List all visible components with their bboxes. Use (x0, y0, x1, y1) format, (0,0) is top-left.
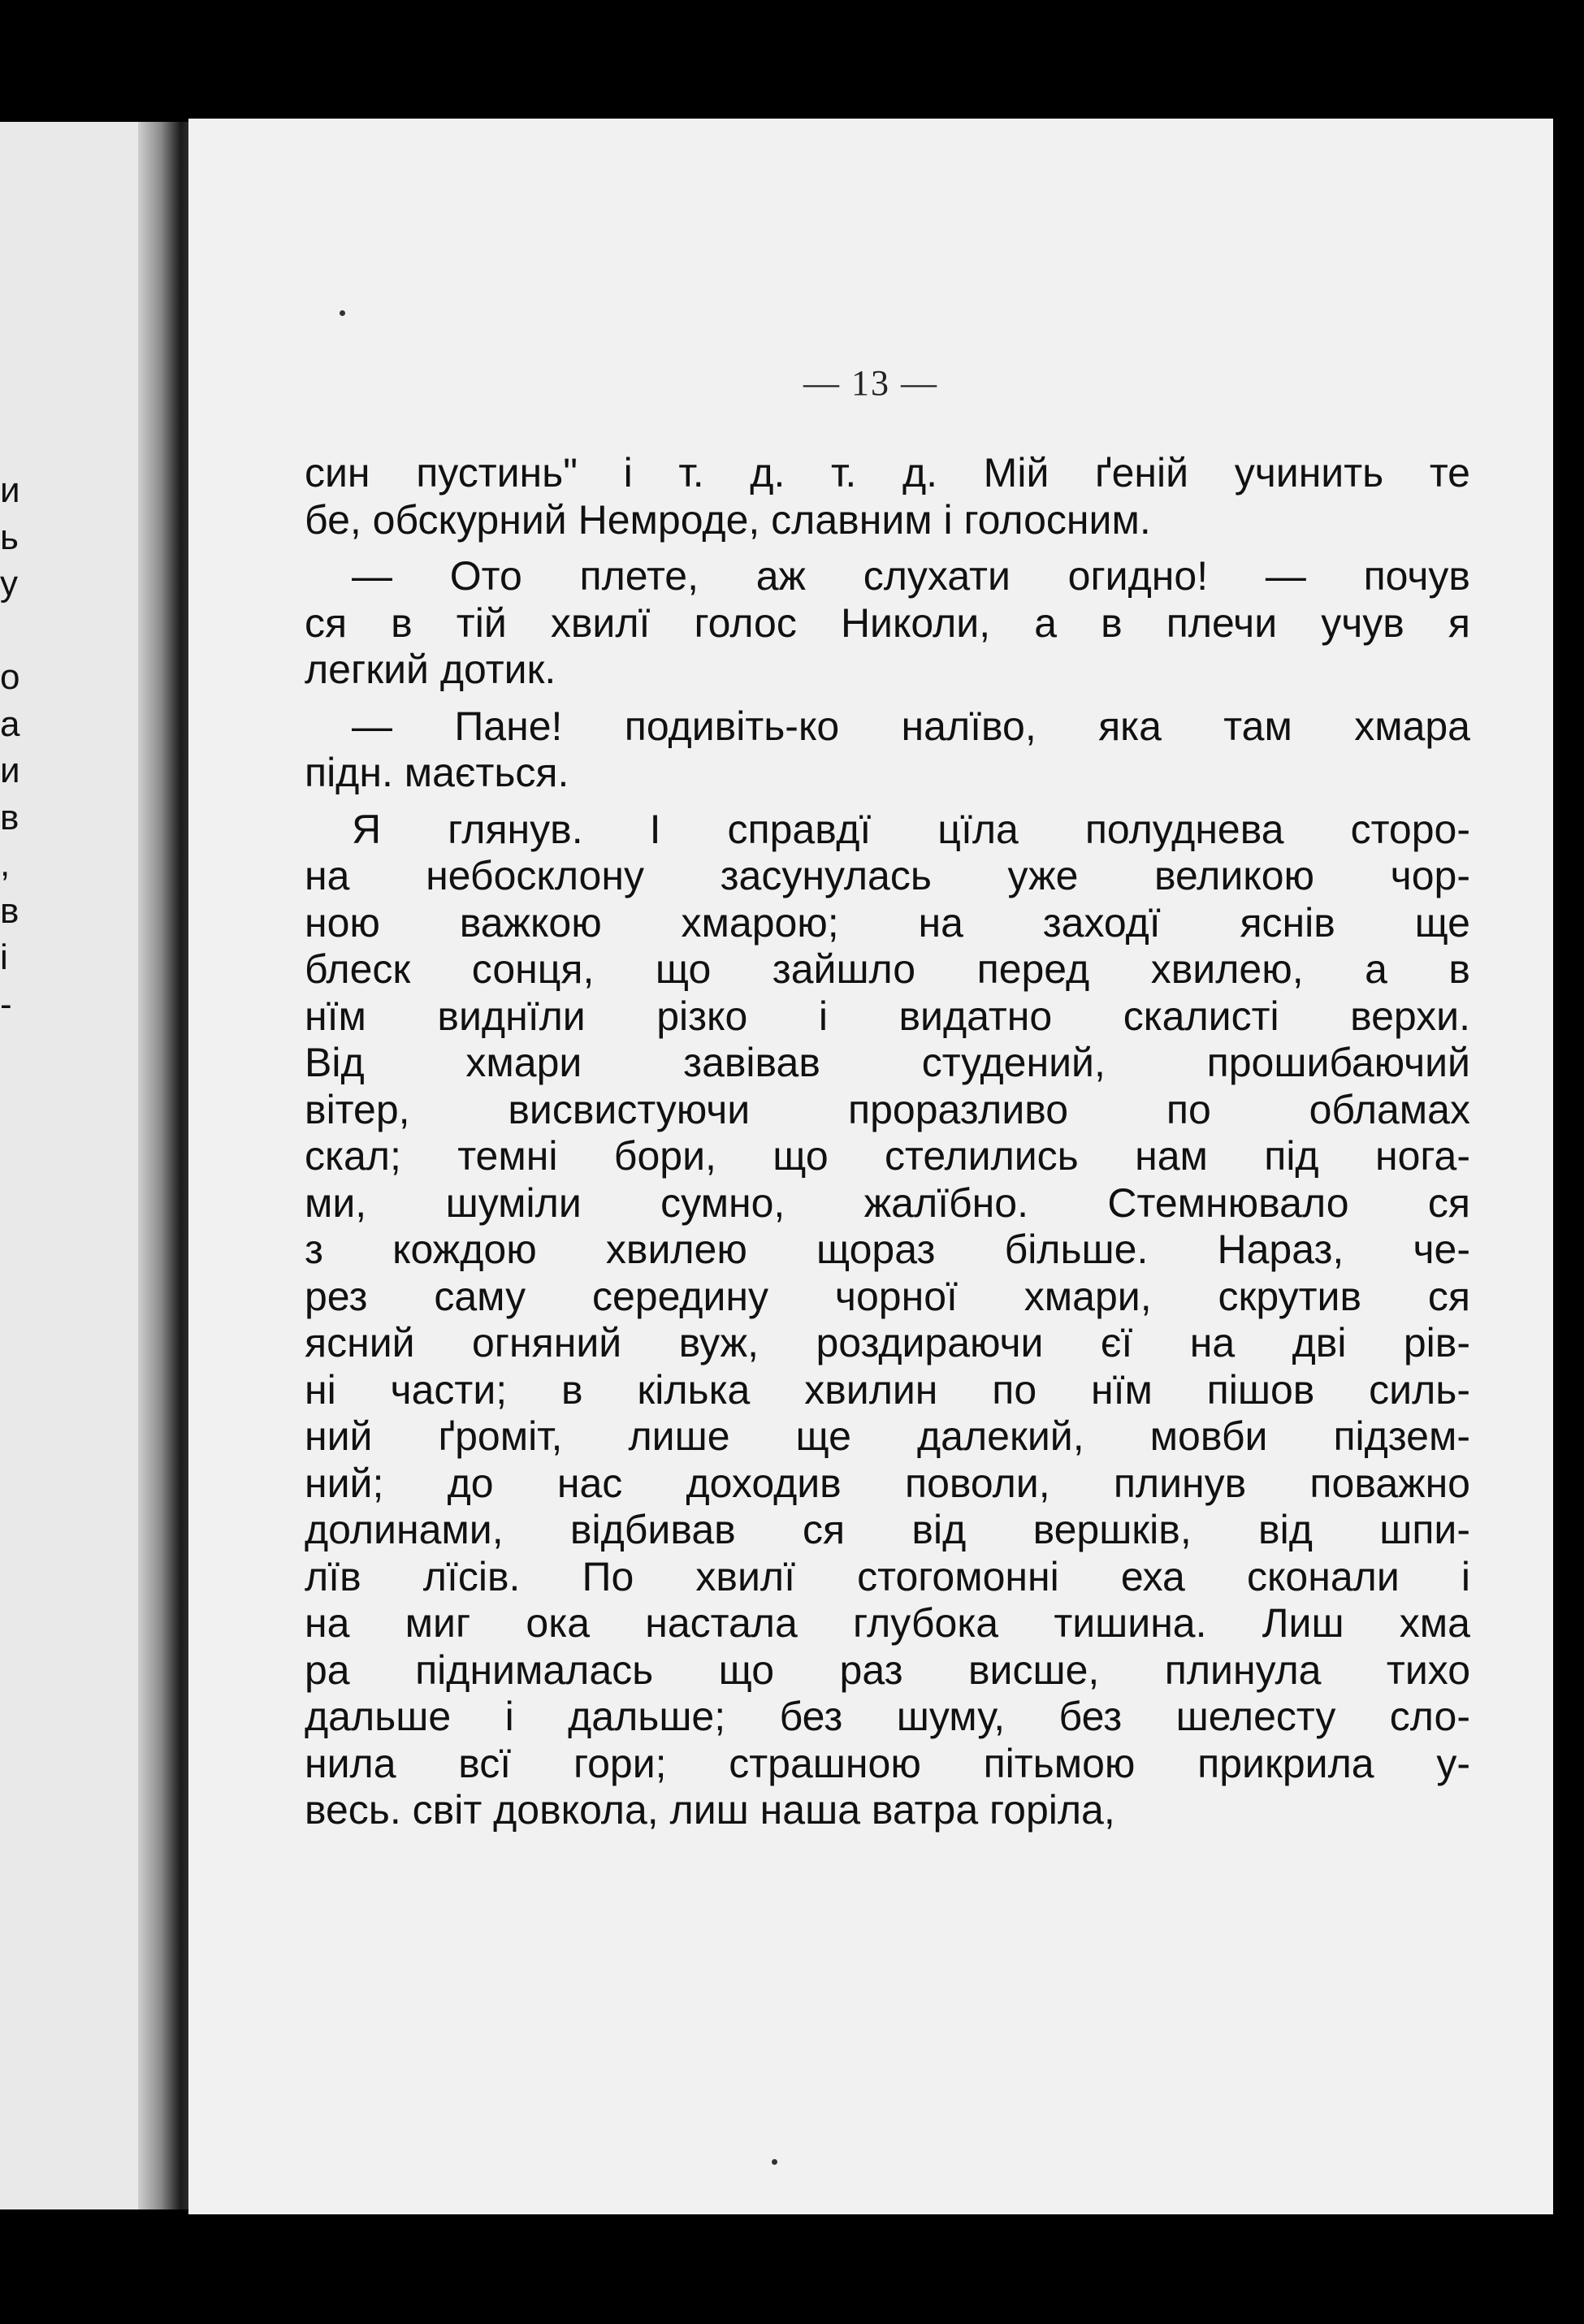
text-line: Я глянув. І справдї цїла полуднева сторо- (352, 806, 1470, 852)
edge-letter: , (0, 844, 11, 884)
text-line: блеск сонця, що зайшло перед хвилею, а в (305, 946, 1470, 992)
text-line: долинами, відбивав ся від вершків, від шпи- (305, 1507, 1470, 1552)
edge-letter: - (0, 984, 12, 1024)
text-line: нїм виднїли різко і видатно скалисті верхи. (305, 993, 1470, 1039)
edge-letter: и (0, 470, 20, 510)
text-line: скал; темні бори, що стелились нам під нога- (305, 1133, 1470, 1179)
text-line: ний ґроміт, лише ще далекий, мовби підзем- (305, 1413, 1470, 1459)
edge-letter: и (0, 751, 20, 790)
body-text (305, 450, 1470, 1834)
text-line: Від хмари завівав студений, прошибаючий (305, 1040, 1470, 1085)
edge-letter: в (0, 890, 19, 931)
text-line: син пустинь" і т. д. т. д. Мій ґеній учинить те (305, 450, 1470, 496)
text-line: ні части; в кілька хвилин по нїм пішов силь- (305, 1366, 1470, 1413)
speck (340, 310, 345, 316)
page-number: — 13 — (803, 363, 938, 403)
book-gutter (138, 122, 195, 2209)
edge-letter: і (0, 937, 8, 977)
text-line: — Ото плете, аж слухати огидно! — почув (352, 553, 1470, 599)
text-line: ся в тій хвилї голос Николи, а в плечи учув я (305, 599, 1470, 646)
edge-letter: ь (0, 517, 19, 557)
text-line: з кождою хвилею щораз більше. Нараз, че- (305, 1227, 1470, 1272)
speck (772, 2159, 777, 2165)
text-line: нила всї гори; страшною пітьмою прикрила у- (305, 1740, 1470, 1786)
text-line: весь. світ довкола, лиш наша ватра горіла, (305, 1787, 1115, 1833)
text-line: ясний огняний вуж, роздираючи єї на дві рів- (305, 1320, 1470, 1365)
right-page (188, 119, 1553, 2214)
edge-letter: в (0, 797, 19, 837)
text-line: ра піднималась що раз висше, плинула тихо (305, 1647, 1470, 1693)
edge-letter: а (0, 703, 20, 744)
text-line: підн. мається. (305, 750, 569, 795)
text-line: на миг ока настала глубока тишина. Лиш хма (305, 1600, 1470, 1646)
text-line: лїв лїсів. По хвилї стогомонні еха сконали і (305, 1553, 1470, 1599)
edge-letter: о (0, 657, 20, 697)
text-line: вітер, висвистуючи проразливо по обламах (305, 1086, 1470, 1132)
edge-letter: у (0, 564, 18, 604)
text-line: легкий дотик. (305, 647, 556, 692)
paragraph-gap (305, 797, 1470, 807)
text-line: ми, шуміли сумно, жалїбно. Стемнювало ся (305, 1179, 1470, 1226)
text-line: на небосклону засунулась уже великою чор- (305, 853, 1470, 898)
paragraph-gap (305, 694, 1470, 703)
text-line: ний; до нас доходив поволи, плинув поважно (305, 1460, 1470, 1506)
paragraph-gap (305, 543, 1470, 553)
left-page-text-fragments (0, 467, 32, 1028)
text-line: бе, обскурний Немроде, славним і голосним. (305, 496, 1151, 543)
text-line: рез саму середину чорної хмари, скрутив ся (305, 1273, 1470, 1319)
text-line: дальше і дальше; без шуму, без шелесту сло- (305, 1694, 1470, 1739)
text-line: — Пане! подивіть-ко налїво, яка там хмара (352, 703, 1470, 749)
text-line: ною важкою хмарою; на заходї яснів ще (305, 899, 1470, 946)
